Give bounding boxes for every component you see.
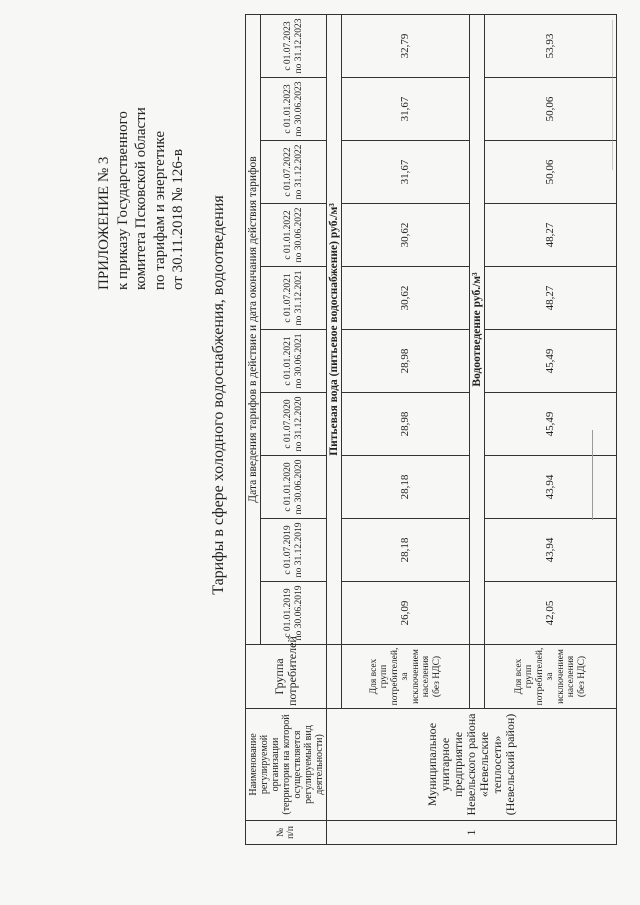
period-cell: с 01.07.2019 по 31.12.2019 xyxy=(261,519,327,582)
header-organization: Наименование регулируемой организации (территория на которой осуществляется регулируемый вид деятельности) xyxy=(246,709,327,821)
consumer-group: Для всех групп потребителей, за исключением населения (без НДС) xyxy=(485,645,617,709)
document-title: Тарифы в сфере холодного водоснабжения, водоотведения xyxy=(210,195,227,595)
section-title: Водоотведение руб./м³ xyxy=(470,15,485,645)
annex-header xyxy=(95,10,188,290)
tariff-value: 30,62 xyxy=(342,204,470,267)
tariff-value: 45,49 xyxy=(485,393,617,456)
section-spacer xyxy=(327,645,342,709)
section-header-row xyxy=(327,15,342,845)
tariff-value: 31,67 xyxy=(342,78,470,141)
period-cell: с 01.07.2023 по 31.12.2023 xyxy=(261,15,327,78)
tariff-value: 43,94 xyxy=(485,519,617,582)
tariff-value: 28,18 xyxy=(342,456,470,519)
tariff-value: 43,94 xyxy=(485,456,617,519)
period-cell: с 01.07.2022 по 31.12.2022 xyxy=(261,141,327,204)
header-dates: Дата введения тарифов в действие и дата окончания действия тарифов xyxy=(246,15,261,645)
annex-line: по тарифам и энергетике xyxy=(151,131,168,290)
section-spacer xyxy=(470,645,485,709)
tariff-value: 50,06 xyxy=(485,78,617,141)
tariff-table xyxy=(245,14,617,845)
tariff-value: 42,05 xyxy=(485,582,617,645)
tariff-value: 28,18 xyxy=(342,519,470,582)
section-title: Питьевая вода (питьевое водоснабжение) руб./м³ xyxy=(327,15,342,645)
organization-name: Муниципальное унитарное предприятие Невельского района «Невельские теплосети» (Невельский район) xyxy=(327,709,617,821)
tariff-value: 32,79 xyxy=(342,15,470,78)
scan-mark xyxy=(592,430,593,520)
header-number: № п/п xyxy=(246,821,327,845)
annex-line: от 30.11.2018 № 126-в xyxy=(170,149,186,290)
period-cell: с 01.01.2022 по 30.06.2022 xyxy=(261,204,327,267)
period-cell: с 01.01.2023 по 30.06.2023 xyxy=(261,78,327,141)
tariff-value: 26,09 xyxy=(342,582,470,645)
tariff-value: 48,27 xyxy=(485,267,617,330)
tariff-value: 31,67 xyxy=(342,141,470,204)
period-cell: с 01.07.2020 по 31.12.2020 xyxy=(261,393,327,456)
annex-line: к приказу Государственного xyxy=(114,111,131,290)
tariff-value: 53,93 xyxy=(485,15,617,78)
annex-line: ПРИЛОЖЕНИЕ № 3 xyxy=(96,156,112,290)
tariff-value: 45,49 xyxy=(485,330,617,393)
tariff-value: 30,62 xyxy=(342,267,470,330)
annex-line: комитета Псковской области xyxy=(133,107,149,290)
tariff-value: 28,98 xyxy=(342,393,470,456)
period-cell: с 01.01.2021 по 30.06.2021 xyxy=(261,330,327,393)
tariff-value: 48,27 xyxy=(485,204,617,267)
tariff-value: 28,98 xyxy=(342,330,470,393)
row-number: 1 xyxy=(327,821,617,845)
period-cell: с 01.07.2021 по 31.12.2021 xyxy=(261,267,327,330)
scan-mark xyxy=(612,20,613,170)
period-cell: с 01.01.2019 по 30.06.2019 xyxy=(261,582,327,645)
consumer-group: Для всех групп потребителей, за исключением населения (без НДС) xyxy=(342,645,470,709)
tariff-value: 50,06 xyxy=(485,141,617,204)
header-consumer-group: Группа потребителей xyxy=(246,645,327,709)
period-cell: с 01.01.2020 по 30.06.2020 xyxy=(261,456,327,519)
table-header-row xyxy=(246,15,261,845)
